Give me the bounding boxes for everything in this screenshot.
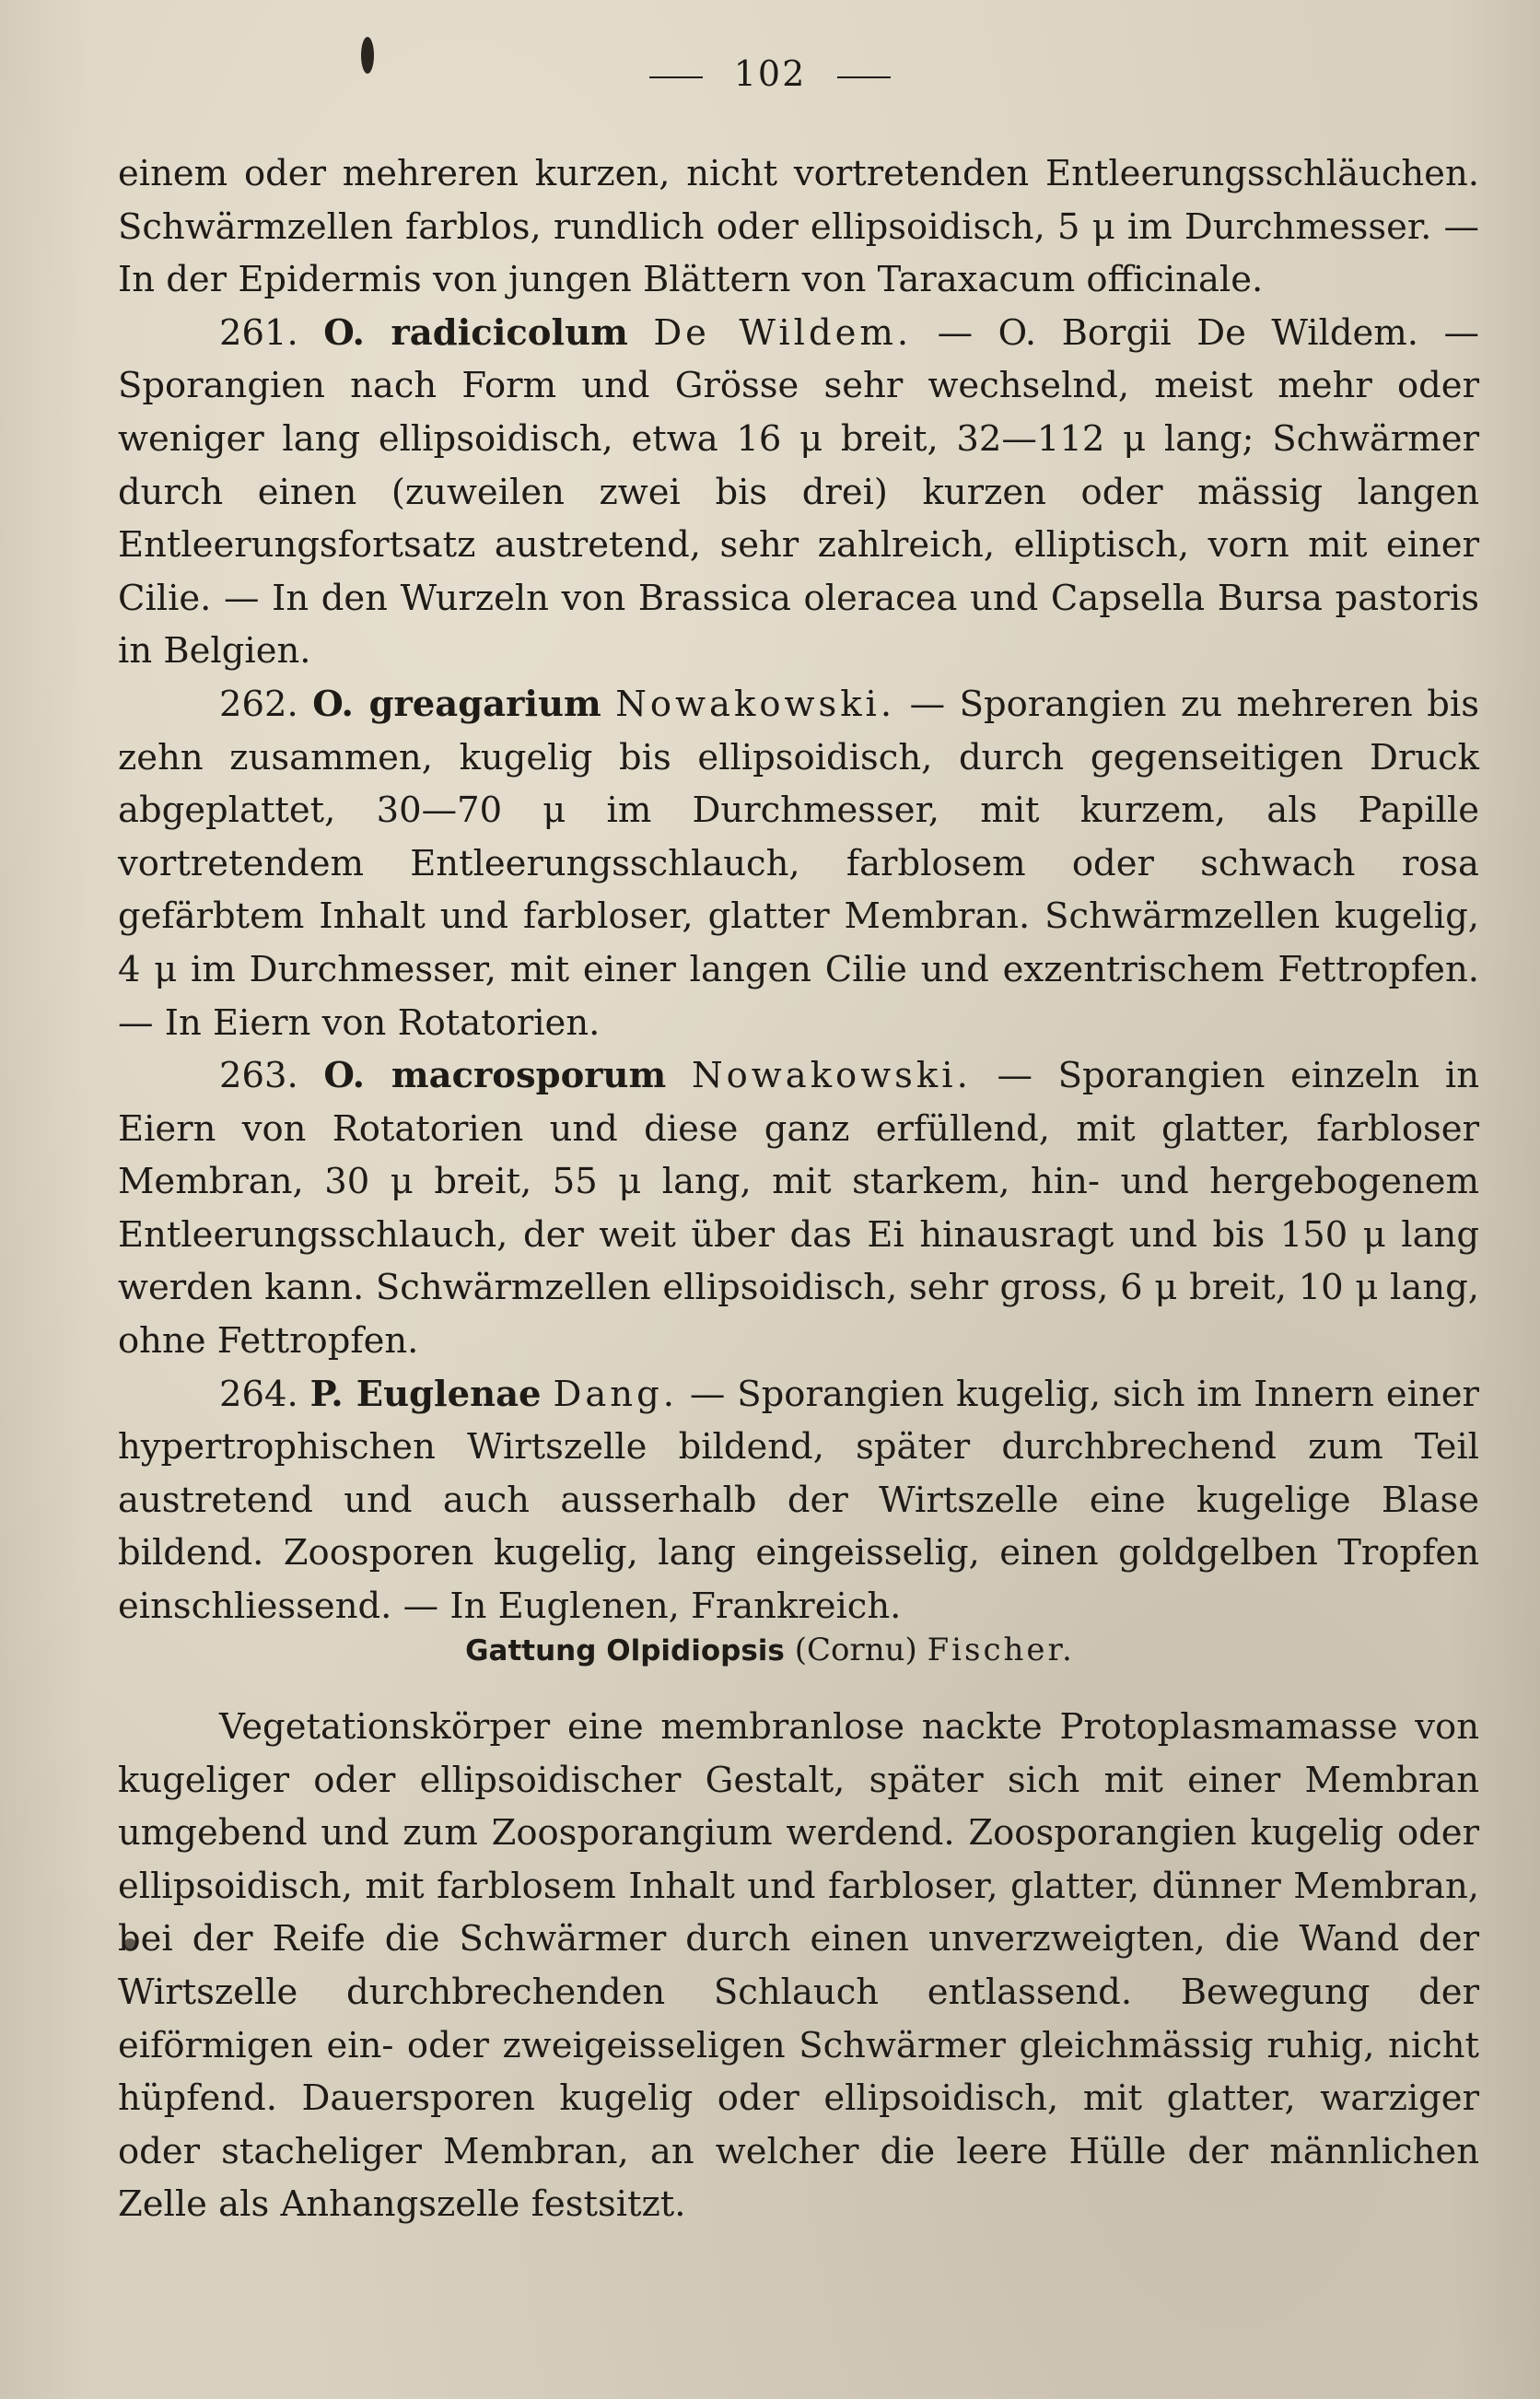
species-name: O. macrosporum xyxy=(323,1055,667,1097)
header-dash-right xyxy=(837,76,891,78)
species-entry-264 xyxy=(118,1368,1479,1633)
species-entry-263 xyxy=(118,1049,1479,1368)
species-entry-262 xyxy=(118,678,1479,1049)
species-author: Dang. xyxy=(553,1373,678,1415)
species-author: Nowakowski. xyxy=(691,1055,972,1097)
species-entries xyxy=(118,147,1479,1633)
continuation-paragraph: einem oder mehreren kurzen, nicht vortretenden Entleerungsschläuchen. Schwärmzellen farblos, rundlich oder ellipsoidisch, 5 μ im Durchmesser. — In der Epidermis von jungen Blättern von Taraxacum officinale. xyxy=(118,153,1479,301)
entry-text: — Sporangien kugelig, sich im Innern einer hypertrophischen Wirtszelle bildend, später durchbrechend zum Teil austretend und auch ausserhalb der Wirtszelle eine kugelige Blase bildend. Zoosporen kugelig, lang eingeisselig, einen goldgelben Tropfen einschliessend. — In Euglenen, Frankreich. xyxy=(118,1373,1479,1628)
page-header xyxy=(0,53,1540,94)
entry-number: 262. xyxy=(219,683,298,725)
genus-authority: (Cornu) xyxy=(794,1632,917,1668)
header-dash-left xyxy=(649,76,703,78)
genus-label: Gattung Olpidiopsis xyxy=(465,1634,785,1668)
genus-description-block xyxy=(118,1701,1479,2231)
section-heading xyxy=(0,1627,1540,1674)
entry-text: — O. Borgii De Wildem. — Sporangien nach Form und Grösse sehr wechselnd, meist mehr oder weniger lang ellipsoidisch, etwa 16 μ breit, 32—112 μ lang; Schwärmer durch einen (zuweilen zwei bis drei) kurzen oder mässig langen Entleerungsfortsatz austretend, sehr zahlreich, elliptisch, vorn mit einer Cilie. — In den Wurzeln von Brassica oleracea und Capsella Bursa pastoris in Belgien. xyxy=(118,311,1479,673)
species-name: O. greagarium xyxy=(312,683,601,725)
page-number: 102 xyxy=(733,53,807,94)
genus-description: Vegetationskörper eine membranlose nackte Protoplasmamasse von kugeliger oder ellipsoidischer Gestalt, später sich mit einer Membran umgebend und zum Zoosporangium werdend. Zoosporangien kugelig oder ellipsoidisch, mit farblosem Inhalt und farbloser, glatter, dünner Membran, bei der Reife die Schwärmer durch einen unverzweigten, die Wand der Wirtszelle durchbrechenden Schlauch entlassend. Bewegung der eiförmigen ein- oder zweigeisseligen Schwärmer gleichmässig ruhig, nicht hüpfend. Dauersporen kugelig oder ellipsoidisch, mit glatter, warziger oder stacheliger Membran, an welcher die leere Hülle der männlichen Zelle als Anhangszelle festsitzt. xyxy=(118,1706,1479,2226)
entry-text: — Sporangien zu mehreren bis zehn zusammen, kugelig bis ellipsoidisch, durch gegenseitigen Druck abgeplattet, 30—70 μ im Durchmesser, mit kurzem, als Papille vortretendem Entleerungsschlauch, farblosem oder schwach rosa gefärbtem Inhalt und farbloser, glatter Membran. Schwärmzellen kugelig, 4 μ im Durchmesser, mit einer langen Cilie und exzentrischem Fettropfen. — In Eiern von Rotatorien. xyxy=(118,683,1479,1044)
species-name: P. Euglenae xyxy=(309,1373,542,1415)
species-author: De Wildem. xyxy=(653,311,913,354)
entry-number: 264. xyxy=(219,1373,298,1415)
entry-number: 261. xyxy=(219,311,298,354)
species-name: O. radicicolum xyxy=(323,311,628,354)
entry-text: — Sporangien einzeln in Eiern von Rotatorien und diese ganz erfüllend, mit glatter, farbloser Membran, 30 μ breit, 55 μ lang, mit starkem, hin- und hergebogenem Entleerungsschlauch, der weit über das Ei hinausragt und bis 150 μ lang werden kann. Schwärmzellen ellipsoidisch, sehr gross, 6 μ breit, 10 μ lang, ohne Fettropfen. xyxy=(118,1055,1479,1363)
genus-author: Fischer. xyxy=(927,1632,1075,1668)
species-entry-261 xyxy=(118,307,1479,678)
species-author: Nowakowski. xyxy=(615,683,896,725)
entry-number: 263. xyxy=(219,1055,298,1097)
